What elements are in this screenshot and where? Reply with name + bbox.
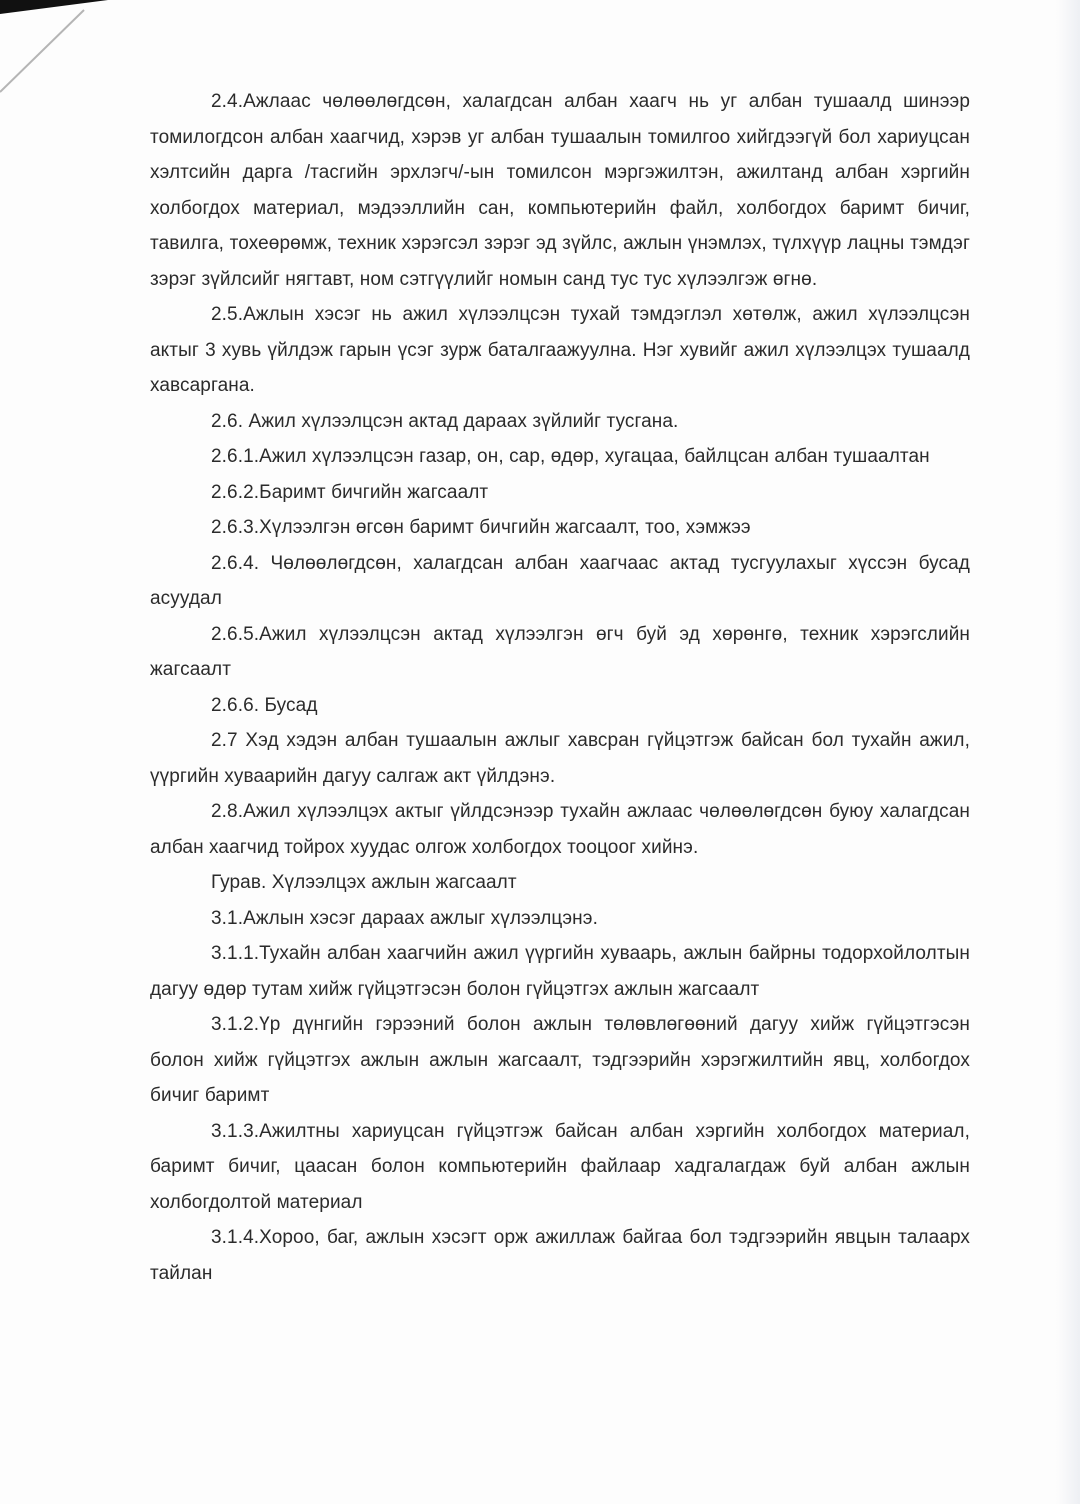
paragraph-2-8: 2.8.Ажил хүлээлцэх актыг үйлдсэнээр тухайн ажлаас чөлөөлөгдсөн буюу халагдсан албан хаагчид тойрох хуудас олгож холбогдох тооцоог хийнэ. — [150, 801, 970, 858]
paragraph-3-1-1: 3.1.1.Тухайн албан хаагчийн ажил үүргийн хуваарь, ажлын байрны тодорхойлолтын дагуу өдөр тутам хийж гүйцэтгэсэн болон гүйцэтгэх ажлын жагсаалт — [150, 943, 970, 1000]
section-heading-3: Гурав. Хүлээлцэх ажлын жагсаалт — [211, 872, 517, 893]
document-body — [150, 84, 970, 1291]
paragraph-3-1-4: 3.1.4.Хороо, баг, ажлын хэсэгт орж ажиллаж байгаа бол тэдгээрийн явцын талаарх тайлан — [150, 1227, 970, 1284]
paragraph-2-6-1: 2.6.1.Ажил хүлээлцсэн газар, он, сар, өдөр, хугацаа, байлцсан албан тушаалтан — [211, 446, 930, 467]
paragraph-2-6-4: 2.6.4. Чөлөөлөгдсөн, халагдсан албан хаагчаас актад тусгуулахыг хүссэн бусад асуудал — [150, 552, 970, 609]
paragraph-2-6-6: 2.6.6. Бусад — [211, 694, 318, 716]
page-edge-shadow — [1056, 0, 1080, 1504]
paragraph-3-1: 3.1.Ажлын хэсэг дараах ажлыг хүлээлцэнэ. — [211, 907, 598, 929]
paragraph-3-1-2: 3.1.2.Үр дүнгийн гэрээний болон ажлын төлөвлөгөөний дагуу хийж гүйцэтгэсэн болон хийж гүйцэтгэх ажлын ажлын жагсаалт, тэдгээрийн хэрэгжилтийн явц, холбогдох бичиг баримт — [150, 1014, 970, 1106]
paragraph-2-5: 2.5.Ажлын хэсэг нь ажил хүлээлцсэн тухай тэмдэглэл хөтөлж, ажил хүлээлцсэн актыг 3 хувь үйлдэж гарын үсэг зурж баталгаажуулна. Нэг хувийг ажил хүлээлцэх тушаалд хавсаргана. — [150, 304, 970, 396]
paragraph-2-6-2: 2.6.2.Баримт бичгийн жагсаалт — [211, 481, 489, 503]
paragraph-2-6-3: 2.6.3.Хүлээлгэн өгсөн баримт бичгийн жагсаалт, тоо, хэмжээ — [211, 517, 751, 538]
paragraph-2-6-5: 2.6.5.Ажил хүлээлцсэн актад хүлээлгэн өгч буй эд хөрөнгө, техник хэрэгслийн жагсаалт — [150, 623, 970, 680]
paragraph-3-1-3: 3.1.3.Ажилтны хариуцсан гүйцэтгэж байсан албан хэргийн холбогдох материал, баримт бичиг, цаасан болон компьютерийн файлаар хадгалагдаж буй албан ажлын холбогдолтой материал — [150, 1120, 970, 1213]
paragraph-2-4: 2.4.Ажлаас чөлөөлөгдсөн, халагдсан албан хаагч нь уг албан тушаалд шинээр томилогдсон албан хаагчид, хэрэв уг албан тушаалын томилгоо хийгдээгүй бол хариуцсан хэлтсийн дарга /тасгийн эрхлэгч/-ын томилсон мэргэжилтэн, ажилтанд албан хэргийн холбогдох материал, мэдээллийн сан, компьютерийн файл, холбогдох баримт бичиг, тавилга, тохеөрөмж, техник хэрэгсэл зэрэг эд зүйлс, ажлын үнэмлэх, түлхүүр лацны тэмдэг зэрэг зүйлсийг нягтавт, ном сэтгүүлийг номын санд тус тус хүлээлгэж өгнө. — [150, 91, 970, 290]
paragraph-2-6: 2.6. Ажил хүлээлцсэн актад дараах зүйлийг тусгана. — [211, 410, 679, 432]
paragraph-2-7: 2.7 Хэд хэдэн албан тушаалын ажлыг хавсран гүйцэтгэж байсан бол тухайн ажил, үүргийн хуваарийн дагуу салгаж акт үйлдэнэ. — [150, 730, 970, 787]
folded-corner-shadow — [0, 0, 120, 110]
